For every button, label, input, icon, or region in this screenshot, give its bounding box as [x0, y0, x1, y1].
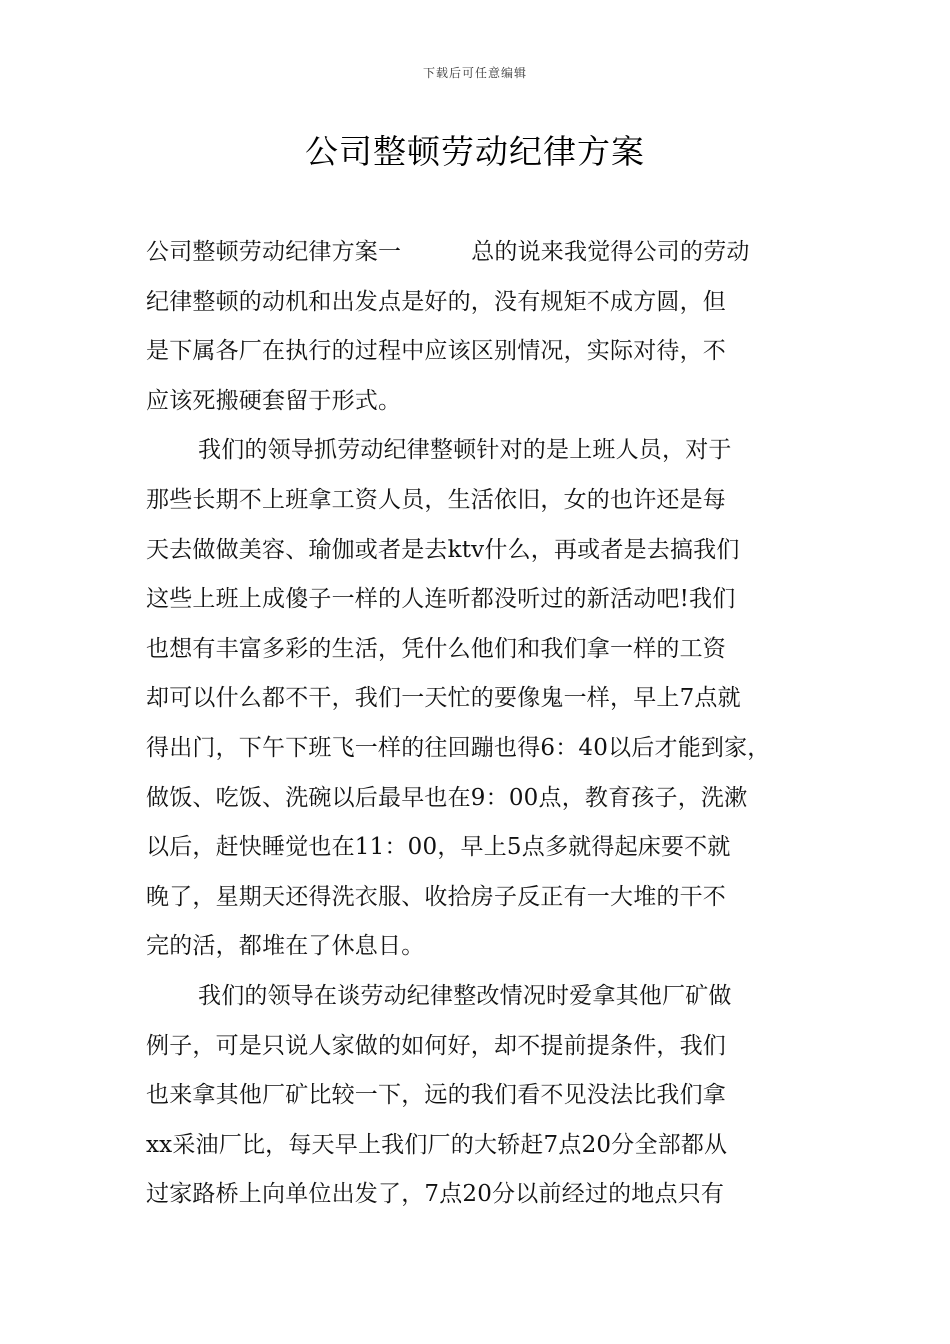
text-line: 晚了，星期天还得洗衣服、收拾房子反正有一大堆的干不 [146, 883, 726, 910]
text-fragment: 总的说来我觉得公司的劳动 [471, 239, 750, 265]
text-line: 得出门，下午下班飞一样的往回蹦也得6：40以后才能到家， [146, 734, 771, 761]
text-line: 那些长期不上班拿工资人员，生活依旧，女的也许还是每 [146, 486, 726, 513]
text-line: 完的活，都堆在了休息日。 [146, 933, 425, 960]
paragraph-start-line: 我们的领导抓劳动纪律整顿针对的是上班人员，对于 [198, 437, 732, 464]
document-body [146, 228, 826, 1220]
text-line: 例子，可是只说人家做的如何好，却不提前提条件，我们 [146, 1032, 726, 1059]
text-line: 以后，赶快睡觉也在11：00，早上5点多就得起床要不就 [146, 834, 731, 861]
text-line: 却可以什么都不干，我们一天忙的要像鬼一样，早上7点就 [146, 685, 741, 712]
text-line: 是下属各厂在执行的过程中应该区别情况，实际对待，不 [146, 338, 726, 365]
text-line: 也想有丰富多彩的生活，凭什么他们和我们拿一样的工资 [146, 635, 726, 662]
text-line: 天去做做美容、瑜伽或者是去ktv什么，再或者是去搞我们 [146, 536, 740, 563]
text-line: 做饭、吃饭、洗碗以后最早也在9：00点，教育孩子，洗漱 [146, 784, 748, 811]
text-line: 应该死搬硬套留于形式。 [146, 387, 402, 414]
text-line: 过家路桥上向单位出发了，7点20分以前经过的地点只有 [146, 1181, 725, 1208]
section-heading: 公司整顿劳动纪律方案一 [146, 239, 402, 265]
text-line: 这些上班上成傻子一样的人连听都没听过的新活动吧!我们 [146, 586, 736, 613]
text-line: 纪律整顿的动机和出发点是好的，没有规矩不成方圆，但 [146, 288, 726, 315]
paragraph-start-line: 我们的领导在谈劳动纪律整改情况时爱拿其他厂矿做 [198, 982, 732, 1009]
header-note: 下载后可任意编辑 [422, 66, 527, 80]
text-line: xx采油厂比，每天早上我们厂的大轿赶7点20分全部都从 [146, 1131, 728, 1158]
text-line: 也来拿其他厂矿比较一下，远的我们看不见没法比我们拿 [146, 1082, 726, 1109]
text-line [146, 228, 826, 278]
document-title: 公司整顿劳动纪律方案 [305, 132, 645, 171]
